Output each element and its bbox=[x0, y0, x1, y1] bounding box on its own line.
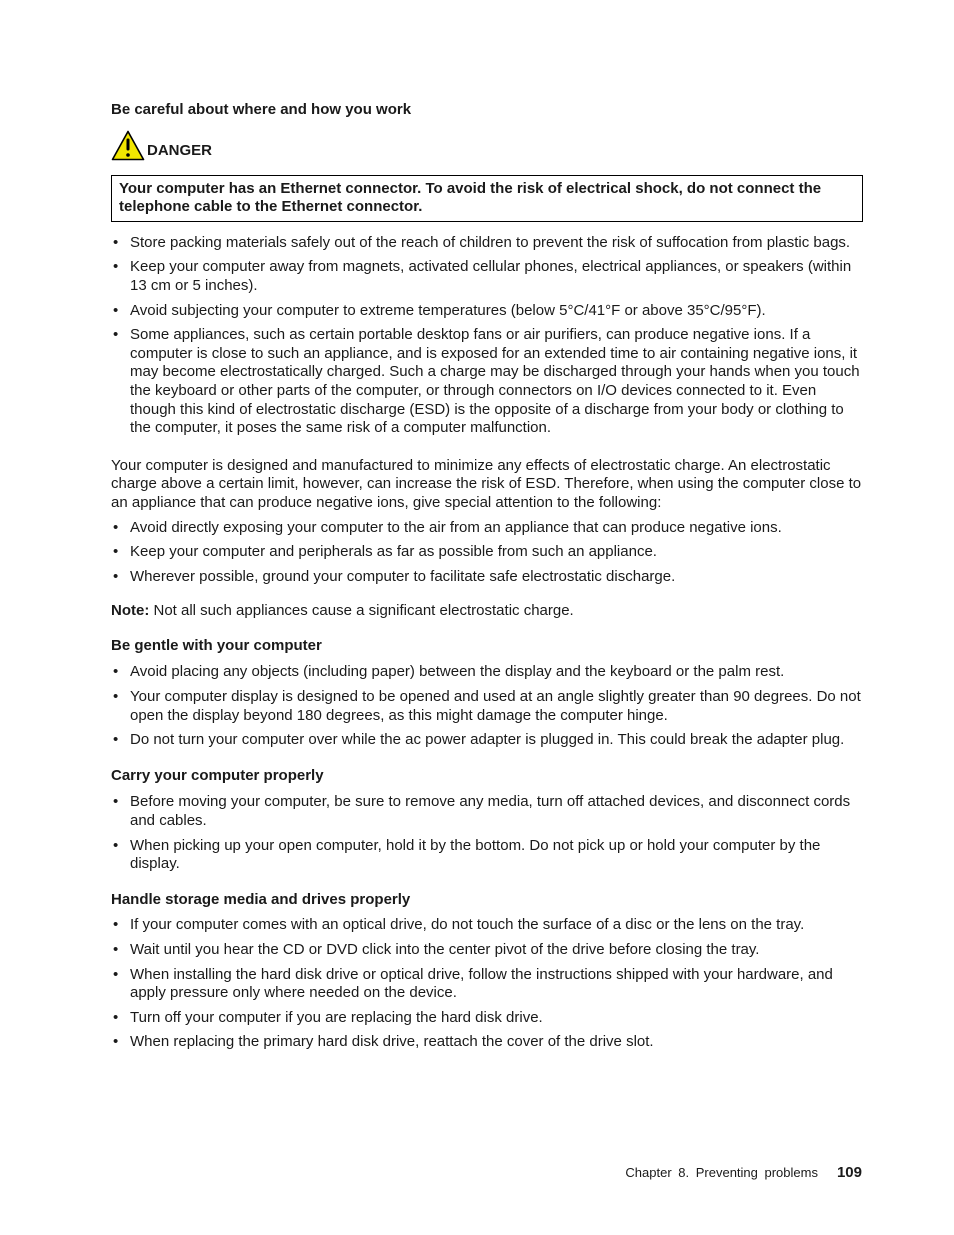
danger-label: DANGER bbox=[147, 142, 213, 159]
list-item: • Turn off your computer if you are replacing the hard disk drive. bbox=[111, 1009, 863, 1028]
section-heading-storage: Handle storage media and drives properly bbox=[111, 890, 411, 908]
list-item: • If your computer comes with an optical drive, do not touch the surface of a disc or the lens on the tray. bbox=[111, 916, 863, 935]
storage-list bbox=[111, 916, 863, 1052]
danger-message: Your computer has an Ethernet connector. To avoid the risk of electrical shock, do not connect the telephone cable to the Ethernet connector. bbox=[119, 179, 822, 216]
list-item: • Store packing materials safely out of the reach of children to prevent the risk of suffocation from plastic bags. bbox=[111, 234, 863, 253]
esd-paragraph: Your computer is designed and manufactured to minimize any effects of electrostatic charge. An electrostatic charge above a certain limit, however, can increase the risk of ESD. Therefore, when using the computer close to an appliance that can produce negative ions, give special attention to the following: bbox=[111, 456, 862, 511]
note-text: Not all such appliances cause a significant electrostatic charge. bbox=[153, 602, 574, 620]
page-content bbox=[111, 101, 863, 1052]
list-item: • Avoid placing any objects (including paper) between the display and the keyboard or the palm rest. bbox=[111, 663, 863, 682]
list-item: • Keep your computer and peripherals as far as possible from such an appliance. bbox=[111, 543, 863, 562]
list-item: • Avoid directly exposing your computer to the air from an appliance that can produce negative ions. bbox=[111, 519, 863, 538]
section-heading-work-environment: Be careful about where and how you work bbox=[111, 101, 412, 118]
be-gentle-list bbox=[111, 663, 863, 749]
esd-list bbox=[111, 519, 863, 587]
footer-chapter-title: Chapter 8. Preventing problems bbox=[625, 1165, 818, 1180]
list-item: • Do not turn your computer over while the ac power adapter is plugged in. This could break the adapter plug. bbox=[111, 731, 863, 750]
list-item: • Some appliances, such as certain portable desktop fans or air purifiers, can produce negative ions. If a computer is close to such an appliance, and is exposed for an extended time to air containing negative ions, it may become electrostatically charged. Such a charge may be discharged through your hands when you touch the keyboard or other parts of the computer, or through connectors on I/O devices connected to it. Even though this kind of electrostatic discharge (ESD) is the opposite of a discharge from your body or clothing to the computer, it poses the same risk of a computer malfunction. bbox=[111, 326, 863, 438]
danger-message-box bbox=[111, 175, 863, 222]
list-item: • When installing the hard disk drive or optical drive, follow the instructions shipped with your hardware, and apply pressure only where needed on the device. bbox=[111, 966, 863, 1003]
list-item: • Wherever possible, ground your computer to facilitate safe electrostatic discharge. bbox=[111, 568, 863, 587]
list-item: • When picking up your open computer, hold it by the bottom. Do not pick up or hold your computer by the display. bbox=[111, 837, 863, 874]
warning-triangle-icon bbox=[111, 130, 145, 161]
list-item: • Avoid subjecting your computer to extreme temperatures (below 5°C/41°F or above 35°C/95°F). bbox=[111, 302, 863, 321]
danger-notice-header bbox=[111, 129, 863, 161]
section-heading-be-gentle: Be gentle with your computer bbox=[111, 636, 322, 654]
list-item: • When replacing the primary hard disk drive, reattach the cover of the drive slot. bbox=[111, 1033, 863, 1052]
section-heading-carry: Carry your computer properly bbox=[111, 766, 324, 784]
list-item: • Keep your computer away from magnets, activated cellular phones, electrical appliances, or speakers (within 13 cm or 5 inches). bbox=[111, 258, 863, 295]
list-item: • Before moving your computer, be sure to remove any media, turn off attached devices, and disconnect cords and cables. bbox=[111, 793, 863, 830]
work-environment-list bbox=[111, 234, 863, 438]
list-item: • Your computer display is designed to be opened and used at an angle slightly greater than 90 degrees. Do not open the display beyond 180 degrees, as this might damage the computer hinge. bbox=[111, 688, 863, 725]
carry-list bbox=[111, 793, 863, 873]
list-item: • Wait until you hear the CD or DVD click into the center pivot of the drive before closing the tray. bbox=[111, 941, 863, 960]
page-number: 109 bbox=[836, 1164, 862, 1181]
note bbox=[111, 602, 863, 621]
page-footer bbox=[560, 1164, 862, 1181]
note-label: Note: bbox=[111, 602, 150, 620]
